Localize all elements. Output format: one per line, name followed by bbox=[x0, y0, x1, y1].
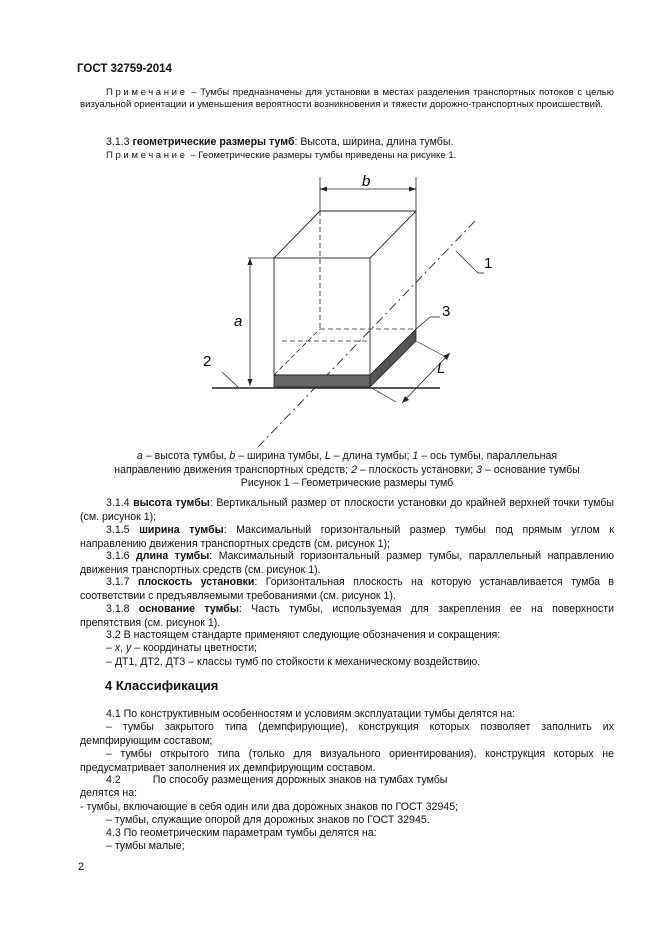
caption-line-2: направлению движения транспортных средств; 2 – плоскость установки; 3 – основание тумбы bbox=[114, 463, 580, 476]
figure-1-drawing bbox=[0, 165, 661, 450]
arrowhead bbox=[320, 187, 327, 192]
definition-3-1-5: 3.1.5 ширина тумбы: Максимальный горизонтальный размер тумбы под прямым углом к направлению движения транспортных средств (см. рисунок 1); bbox=[80, 524, 614, 550]
arrowhead bbox=[248, 379, 253, 386]
list-item: – ДТ1, ДТ2, ДТ3 – классы тумб по стойкости к механическому воздействию. bbox=[106, 656, 481, 668]
definition-3-1-6: 3.1.6 длина тумбы: Максимальный горизонтальный размер тумбы, параллельный направлению движения транспортных средств (см. рисунок 1). bbox=[80, 550, 614, 576]
hidden-edge bbox=[274, 329, 320, 375]
leader-line-1 bbox=[456, 251, 478, 273]
list-item: – тумбы малые; bbox=[106, 840, 185, 852]
dimension-extension-line bbox=[416, 341, 446, 357]
label-b: b bbox=[362, 173, 371, 190]
box-top-back-edges bbox=[274, 211, 416, 329]
label-1: 1 bbox=[484, 255, 493, 272]
base-plate-side bbox=[370, 329, 416, 387]
caption-line-1: a – высота тумбы, b – ширина тумбы, L – длина тумбы; 1 – ось тумбы, параллельная bbox=[136, 450, 558, 462]
note-paragraph-2: Примечание – Геометрические размеры тумбы приведены на рисунке 1. bbox=[106, 150, 457, 161]
definition-3-1-3: 3.1.3 геометрические размеры тумб: Высота, ширина, длина тумбы. bbox=[106, 136, 454, 148]
arrowhead bbox=[409, 187, 416, 192]
box-top-right-edge bbox=[370, 211, 416, 258]
paragraph-4-3: 4.3 По геометрическим параметрам тумбы делятся на: bbox=[106, 827, 377, 839]
term: геометрические размеры тумб bbox=[132, 136, 295, 148]
note-text: Тумбы предназначены для установки в местах разделения транспортных потоков с целью визуальной ориентации и уменьшения вероятности возникновения и тяжести дорожно-транспортных происшествий. bbox=[80, 87, 614, 111]
arrowhead bbox=[248, 258, 253, 265]
box-front-face bbox=[274, 258, 370, 375]
paragraph-4-2-continuation: делятся на: bbox=[80, 787, 138, 799]
list-item: – тумбы закрытого типа (демпфирующие), конструкция которых позволяет заполнить их демпфирующим составом; bbox=[80, 721, 614, 747]
figure-caption bbox=[80, 450, 614, 491]
definition-3-1-4: 3.1.4 высота тумбы: Вертикальный размер от плоскости установки до крайней верхней точки тумбы (см. рисунок 1); bbox=[80, 497, 614, 523]
note-label: Примечание bbox=[106, 87, 188, 98]
label-a: a bbox=[234, 313, 243, 330]
list-item: - тумбы, включающие в себя один или два дорожных знаков по ГОСТ 32945; bbox=[80, 801, 459, 813]
paragraph-4-2: 4.2 По способу размещения дорожных знаков на тумбах тумбы bbox=[106, 774, 448, 786]
definition-3-1-8: 3.1.8 основание тумбы: Часть тумбы, используемая для закрепления ее на поверхности препятствия (см. рисунок 1). bbox=[80, 603, 614, 629]
bollard-axis-line bbox=[258, 221, 475, 447]
definition-3-1-7: 3.1.7 плоскость установки: Горизонтальная плоскость на которую устанавливается тумба в соответствии с предъявляемыми требованиями (см. рисунок 1). bbox=[80, 576, 614, 602]
figure-title: Рисунок 1 – Геометрические размеры тумб bbox=[240, 477, 454, 489]
paragraph-4-1: 4.1 По конструктивным особенностям и условиям эксплуатации тумбы делятся на: bbox=[106, 708, 516, 720]
document-header: ГОСТ 32759-2014 bbox=[77, 63, 172, 75]
note-paragraph: Примечание – Тумбы предназначены для установки в местах разделения транспортных потоков с целью визуальной ориентации и уменьшения вероятности возникновения и тяжести дорожно-транспортных происшествий. bbox=[80, 87, 614, 111]
leader-line-2 bbox=[222, 372, 238, 387]
leader-line-3 bbox=[416, 317, 430, 329]
list-item: – тумбы, служащие опорой для дорожных знаков по ГОСТ 32945. bbox=[106, 814, 430, 826]
list-item: – тумбы открытого типа (только для визуального ориентирования), конструкция которых не предусматривает заполнения их демпфирующим составом. bbox=[80, 748, 614, 774]
paragraph-3-2: 3.2 В настоящем стандарте применяют следующие обозначения и сокращения: bbox=[106, 629, 501, 641]
base-plate-front bbox=[274, 375, 370, 387]
page-number: 2 bbox=[78, 861, 85, 873]
dimension-extension-line bbox=[370, 387, 396, 402]
label-L: L bbox=[437, 360, 446, 377]
section-heading: 4 Классификация bbox=[105, 678, 219, 693]
label-2: 2 bbox=[203, 353, 212, 370]
list-item: – х, у – координаты цветности; bbox=[106, 642, 258, 654]
label-3: 3 bbox=[442, 303, 451, 320]
